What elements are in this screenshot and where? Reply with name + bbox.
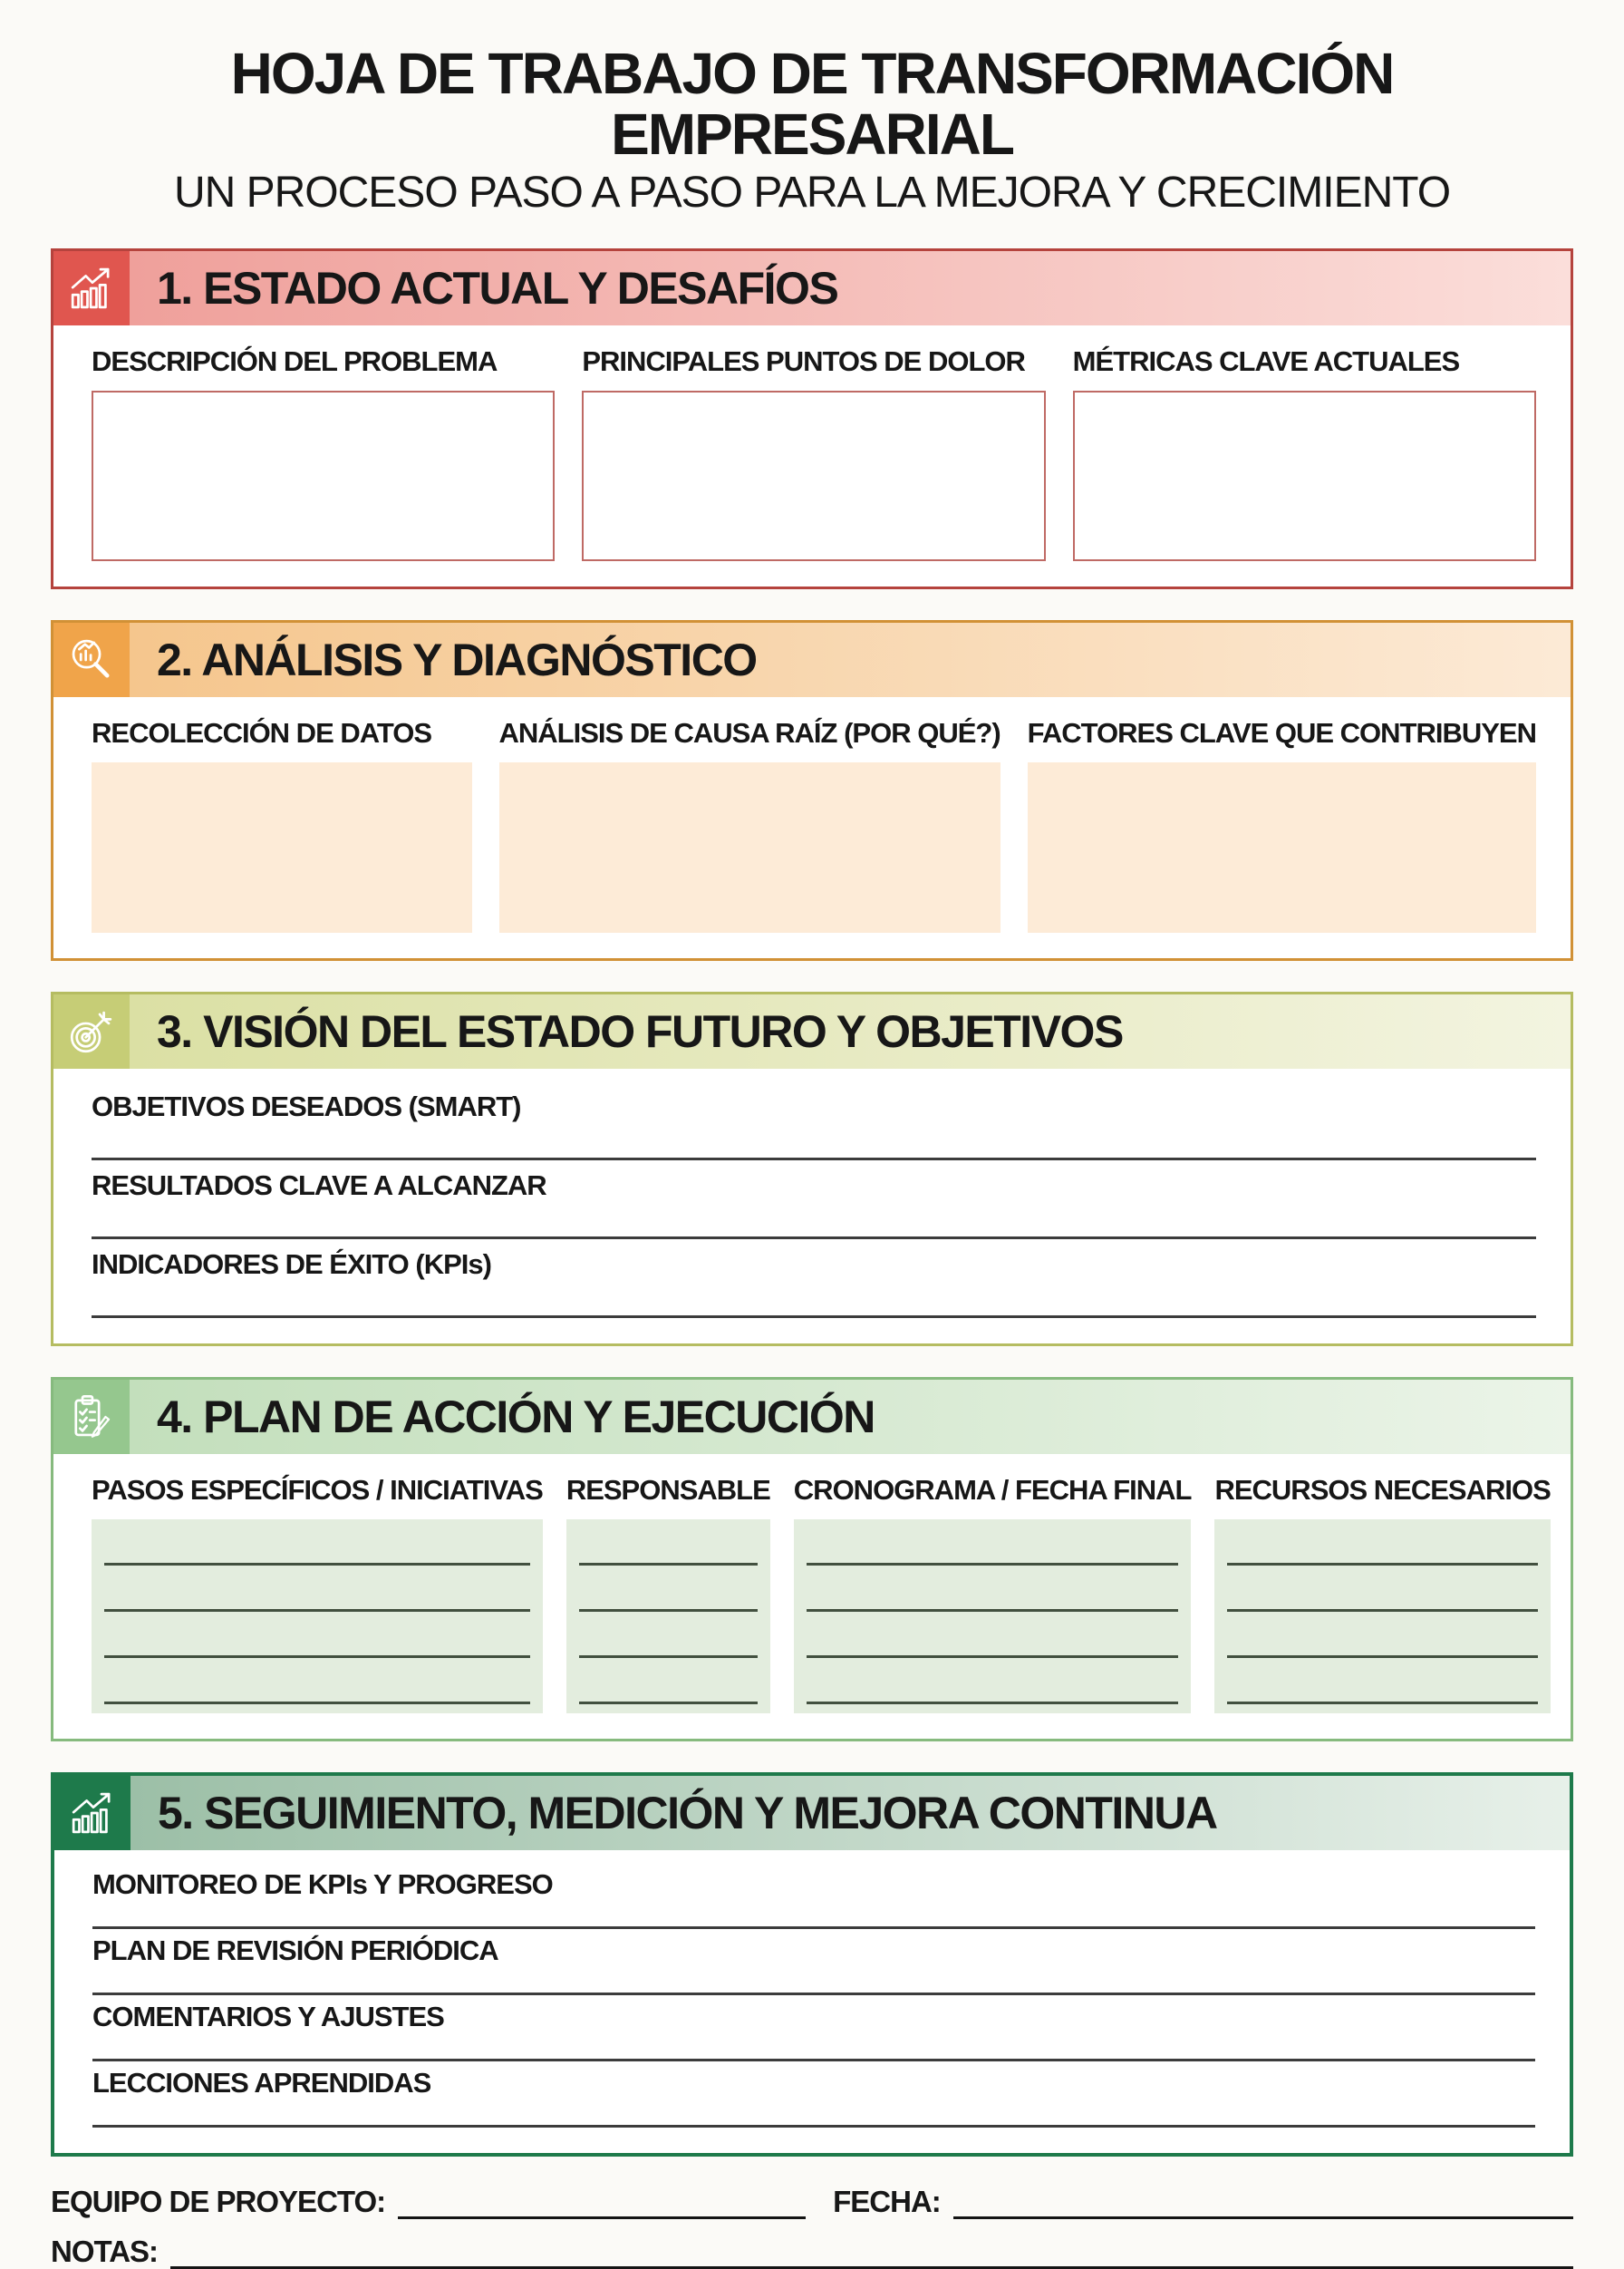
field-smart-objectives — [92, 1091, 1536, 1160]
bar-chart-trend-icon — [53, 251, 130, 325]
write-line[interactable] — [104, 1658, 530, 1704]
column-label: RECURSOS NECESARIOS — [1214, 1473, 1551, 1506]
write-line[interactable] — [104, 1519, 530, 1566]
section-3-body — [53, 1069, 1571, 1343]
notes-label: NOTAS: — [51, 2234, 159, 2268]
column-root-cause — [499, 710, 1000, 933]
section-current-state — [51, 248, 1573, 589]
section-title: 2. ANÁLISIS Y DIAGNÓSTICO — [157, 634, 757, 685]
column-responsible — [566, 1467, 770, 1713]
page-subtitle: UN PROCESO PASO A PASO PARA LA MEJORA Y CRECIMIENTO — [173, 169, 1451, 218]
write-block-responsible[interactable] — [566, 1519, 770, 1713]
section-4-header — [53, 1380, 1571, 1454]
write-box-root-cause[interactable] — [499, 762, 1000, 933]
section-1-body — [53, 325, 1571, 587]
section-1-title-band — [130, 251, 1571, 325]
write-line-lessons-learned[interactable] — [92, 2099, 1535, 2128]
magnifier-chart-icon — [53, 623, 130, 697]
write-line[interactable] — [807, 1519, 1179, 1566]
field-comments-adjustments — [92, 2001, 1535, 2061]
write-box-pain-points[interactable] — [582, 391, 1045, 561]
write-box-key-metrics[interactable] — [1073, 391, 1536, 561]
team-date-row — [51, 2184, 1573, 2219]
section-title: 4. PLAN DE ACCIÓN Y EJECUCIÓN — [157, 1391, 875, 1442]
notes-write-line[interactable] — [170, 2234, 1573, 2269]
write-line[interactable] — [104, 1612, 530, 1658]
write-line[interactable] — [807, 1566, 1179, 1612]
target-dart-icon — [53, 994, 130, 1069]
notes-row — [51, 2234, 1573, 2269]
write-line-key-results[interactable] — [92, 1202, 1536, 1239]
write-line[interactable] — [1227, 1519, 1537, 1566]
column-contributing-factors — [1028, 710, 1536, 933]
write-block-timeline[interactable] — [794, 1519, 1192, 1713]
field-label: OBJETIVOS DESEADOS (SMART) — [92, 1090, 521, 1122]
column-label: CRONOGRAMA / FECHA FINAL — [793, 1473, 1192, 1506]
section-5-header — [54, 1776, 1570, 1850]
page-header — [51, 41, 1573, 218]
section-2-title-band — [130, 623, 1571, 697]
write-block-resources[interactable] — [1214, 1519, 1550, 1713]
column-timeline — [794, 1467, 1192, 1713]
page-title: HOJA DE TRABAJO DE TRANSFORMACIÓN EMPRESARIAL — [230, 41, 1394, 167]
field-label: LECCIONES APRENDIDAS — [92, 2066, 431, 2099]
write-line-kpi-monitoring[interactable] — [92, 1901, 1535, 1929]
section-1-header — [53, 251, 1571, 325]
section-3-header — [53, 994, 1571, 1069]
date-write-line[interactable] — [953, 2184, 1573, 2219]
column-label: PASOS ESPECÍFICOS / INICIATIVAS — [92, 1473, 543, 1506]
section-tracking-improvement — [51, 1772, 1573, 2157]
field-key-results — [92, 1169, 1536, 1239]
write-line[interactable] — [1227, 1612, 1537, 1658]
field-label: COMENTARIOS Y AJUSTES — [92, 2000, 444, 2032]
column-pain-points — [582, 338, 1045, 561]
date-label: FECHA: — [833, 2184, 941, 2218]
field-label: RESULTADOS CLAVE A ALCANZAR — [92, 1168, 546, 1201]
section-future-vision — [51, 992, 1573, 1346]
write-line[interactable] — [579, 1519, 758, 1566]
bar-chart-trend-icon — [54, 1776, 130, 1850]
column-steps-initiatives — [92, 1467, 543, 1713]
column-label: PRINCIPALES PUNTOS DE DOLOR — [582, 344, 1025, 377]
write-line[interactable] — [807, 1612, 1179, 1658]
write-line-review-plan[interactable] — [92, 1967, 1535, 1995]
field-kpi-monitoring — [92, 1868, 1535, 1929]
write-line[interactable] — [807, 1658, 1179, 1704]
section-title: 1. ESTADO ACTUAL Y DESAFÍOS — [157, 262, 838, 314]
section-action-plan — [51, 1377, 1573, 1741]
column-data-collection — [92, 710, 472, 933]
column-label: FACTORES CLAVE QUE CONTRIBUYEN — [1027, 716, 1536, 749]
page-footer — [51, 2184, 1573, 2269]
column-key-metrics — [1073, 338, 1536, 561]
write-line[interactable] — [1227, 1658, 1537, 1704]
section-2-header — [53, 623, 1571, 697]
section-4-body — [53, 1454, 1571, 1739]
section-title: 3. VISIÓN DEL ESTADO FUTURO Y OBJETIVOS — [157, 1005, 1123, 1057]
column-label: DESCRIPCIÓN DEL PROBLEMA — [92, 344, 498, 377]
field-label: INDICADORES DE ÉXITO (KPIs) — [92, 1247, 491, 1280]
section-2-body — [53, 697, 1571, 958]
clipboard-pencil-icon — [53, 1380, 130, 1454]
write-box-data-collection[interactable] — [92, 762, 472, 933]
section-title: 5. SEGUIMIENTO, MEDICIÓN Y MEJORA CONTINUA — [158, 1787, 1217, 1838]
write-line-success-kpis[interactable] — [92, 1281, 1536, 1318]
field-lessons-learned — [92, 2067, 1535, 2128]
column-resources — [1214, 1467, 1550, 1713]
section-5-title-band — [130, 1776, 1570, 1850]
project-team-label: EQUIPO DE PROYECTO: — [51, 2184, 386, 2218]
write-line[interactable] — [579, 1658, 758, 1704]
section-4-title-band — [130, 1380, 1571, 1454]
write-box-problem-description[interactable] — [92, 391, 555, 561]
write-block-steps-initiatives[interactable] — [92, 1519, 543, 1713]
write-line[interactable] — [579, 1566, 758, 1612]
project-team-write-line[interactable] — [398, 2184, 806, 2219]
field-review-plan — [92, 1934, 1535, 1995]
write-line-smart-objectives[interactable] — [92, 1123, 1536, 1160]
section-5-body — [54, 1850, 1570, 2153]
field-label: MONITOREO DE KPIs Y PROGRESO — [92, 1867, 553, 1900]
column-label: RESPONSABLE — [566, 1473, 770, 1506]
column-problem-description — [92, 338, 555, 561]
write-box-contributing-factors[interactable] — [1028, 762, 1536, 933]
column-label: RECOLECCIÓN DE DATOS — [92, 716, 431, 749]
write-line[interactable] — [1227, 1566, 1537, 1612]
write-line[interactable] — [104, 1566, 530, 1612]
section-3-title-band — [130, 994, 1571, 1069]
write-line[interactable] — [579, 1612, 758, 1658]
section-analysis-diagnosis — [51, 620, 1573, 961]
column-label: MÉTRICAS CLAVE ACTUALES — [1072, 344, 1460, 377]
field-success-kpis — [92, 1248, 1536, 1318]
write-line-comments-adjustments[interactable] — [92, 2033, 1535, 2061]
field-label: PLAN DE REVISIÓN PERIÓDICA — [92, 1934, 498, 1966]
column-label: ANÁLISIS DE CAUSA RAÍZ (POR QUÉ?) — [498, 716, 1000, 749]
